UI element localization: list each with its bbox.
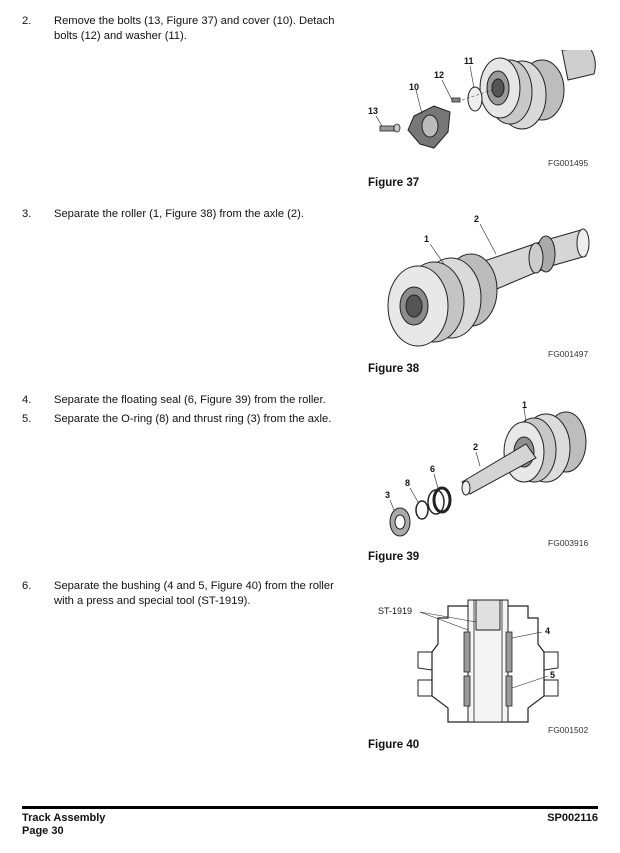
step-number: 5. — [22, 413, 32, 425]
step-text — [54, 393, 362, 408]
callout-label: 2 — [473, 442, 479, 452]
figure-40-title: Figure 40 — [368, 739, 420, 751]
step-text-line: Separate the roller (1, Figure 38) from the axle (2). — [54, 208, 304, 220]
callout-label: 10 — [409, 82, 420, 92]
figure-38-title: Figure 38 — [368, 363, 420, 375]
step-text — [54, 579, 362, 609]
step-text-line: with a press and special tool (ST-1919). — [54, 595, 251, 607]
figure-37-code: FG001495 — [548, 158, 589, 168]
callout-label: 3 — [385, 490, 391, 500]
step-number: 2. — [22, 15, 32, 27]
step-text-line: Separate the floating seal (6, Figure 39) from the roller. — [54, 394, 326, 406]
callout-label: 11 — [464, 56, 474, 66]
figure-37-illustration — [362, 50, 602, 170]
step-text — [54, 207, 362, 222]
callout-label: ST-1919 — [378, 606, 413, 616]
callout-label: 1 — [424, 234, 430, 244]
figure-40-code: FG001502 — [548, 725, 589, 735]
figure-40-illustration — [378, 596, 578, 732]
step-text-line: Separate the O-ring (8) and thrust ring (3) from the axle. — [54, 413, 332, 425]
figure-38-illustration — [376, 214, 596, 348]
footer-left — [22, 812, 105, 838]
callout-label: 2 — [474, 214, 480, 224]
step-text — [54, 14, 362, 44]
figure-39-code: FG003916 — [548, 538, 589, 548]
figure-39-title: Figure 39 — [368, 551, 420, 563]
figure-38-code: FG001497 — [548, 349, 589, 359]
callout-label: 1 — [522, 400, 528, 410]
step-number: 4. — [22, 394, 32, 406]
step-text-line: Separate the bushing (4 and 5, Figure 40) from the roller — [54, 580, 334, 592]
callout-label: 5 — [550, 670, 556, 680]
footer-section-title: Track Assembly — [22, 812, 106, 824]
footer-rule — [22, 806, 598, 809]
callout-label: 4 — [545, 626, 551, 636]
callout-label: 13 — [368, 106, 379, 116]
step-text-line: bolts (12) and washer (11). — [54, 30, 187, 42]
step-number: 3. — [22, 208, 32, 220]
figure-39-illustration — [376, 396, 596, 541]
figure-37-title: Figure 37 — [368, 177, 420, 189]
callout-label: 12 — [434, 70, 445, 80]
step-text-line: Remove the bolts (13, Figure 37) and cover (10). Detach — [54, 15, 335, 27]
footer-doc-id: SP002116 — [547, 812, 598, 824]
callout-label: 6 — [430, 464, 436, 474]
footer-page-number: Page 30 — [22, 825, 64, 837]
callout-label: 8 — [405, 478, 411, 488]
step-number: 6. — [22, 580, 32, 592]
step-text — [54, 412, 362, 427]
